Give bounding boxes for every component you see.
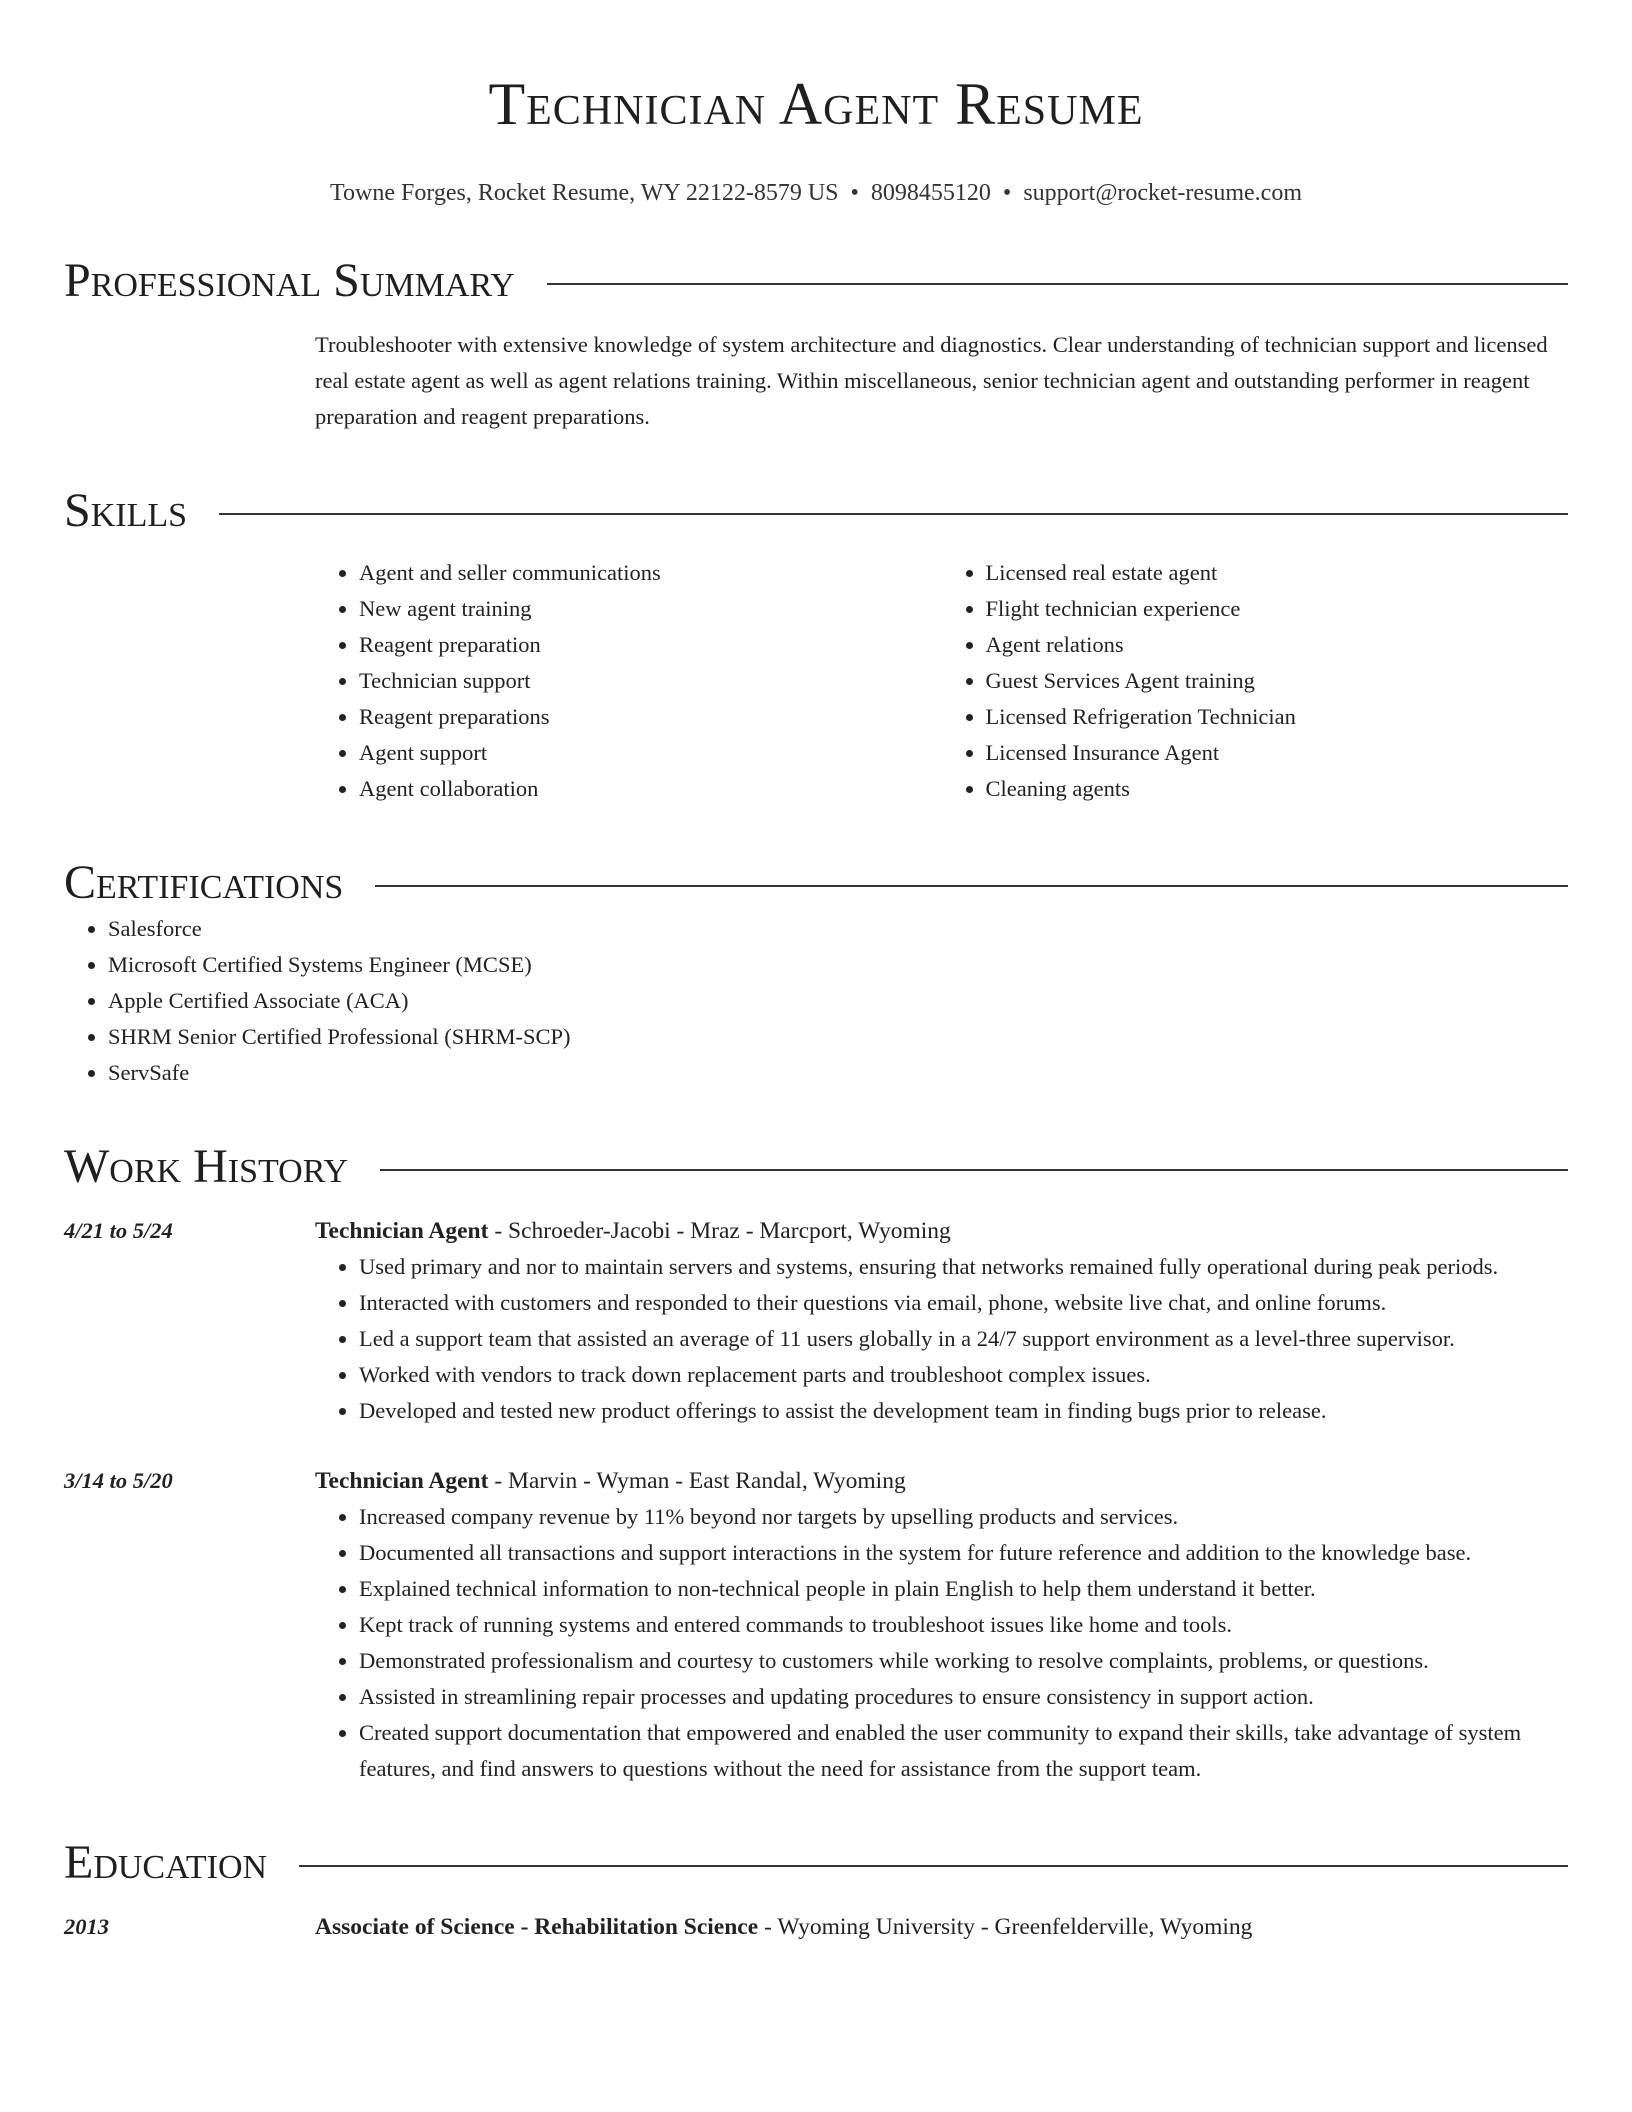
skill-item: • Technician support — [359, 663, 942, 699]
work-history-header — [64, 1139, 1568, 1195]
contact-email: support@rocket-resume.com — [1023, 180, 1302, 206]
contact-phone: 8098455120 — [870, 180, 991, 206]
skill-item: • Agent and seller communications — [359, 555, 942, 591]
certification-item: • ServSafe — [108, 1055, 1568, 1091]
job-dates: 4/21 to 5/24 — [64, 1218, 173, 1243]
education-heading: Education — [64, 1836, 268, 1889]
skills-section — [64, 483, 1568, 807]
section-divider — [375, 885, 1568, 887]
job-bullet: • Led a support team that assisted an average of 11 users globally in a 24/7 support environment as a level-three supervisor. — [359, 1321, 1568, 1357]
job-details: - Schroeder-Jacobi - Mraz - Marcport, Wyoming — [488, 1218, 951, 1244]
skills-grid — [315, 555, 1568, 807]
job-role: Technician Agent — [315, 1218, 489, 1244]
education-year: 2013 — [64, 1914, 109, 1939]
job-bullet: • Documented all transactions and support interactions in the system for future reference and addition to the knowledge base. — [359, 1535, 1568, 1571]
job-bullet: • Created support documentation that empowered and enabled the user community to expand their skills, take advantage of system features, and find answers to questions without the need for assistance from the support team. — [359, 1715, 1568, 1787]
certification-item: • Apple Certified Associate (ACA) — [108, 983, 1568, 1019]
section-divider — [299, 1865, 1568, 1867]
certifications-list — [64, 911, 1568, 1091]
job-bullet: • Assisted in streamlining repair processes and updating procedures to ensure consistency in support action. — [359, 1679, 1568, 1715]
section-divider — [380, 1169, 1568, 1171]
skill-item: • Reagent preparations — [359, 699, 942, 735]
contact-separator: • — [1002, 180, 1012, 206]
summary-heading: Professional Summary — [64, 254, 515, 307]
skills-list-left — [315, 555, 942, 807]
work-history-section — [64, 1139, 1568, 1787]
education-section — [64, 1835, 1568, 1945]
skill-item: • New agent training — [359, 591, 942, 627]
skill-item: • Cleaning agents — [986, 771, 1569, 807]
job-entry — [64, 1463, 1568, 1787]
contact-address: Towne Forges, Rocket Resume, WY 22122-8579 US — [330, 180, 839, 206]
contact-line — [64, 180, 1568, 207]
resume-title: Technician Agent Resume — [488, 71, 1144, 137]
job-dates: 3/14 to 5/20 — [64, 1468, 173, 1493]
job-role: Technician Agent — [315, 1468, 489, 1494]
skill-item: • Agent relations — [986, 627, 1569, 663]
skill-item: • Licensed Refrigeration Technician — [986, 699, 1569, 735]
job-bullet: • Interacted with customers and responded to their questions via email, phone, website live chat, and online forums. — [359, 1285, 1568, 1321]
section-divider — [219, 513, 1568, 515]
job-content — [315, 1463, 1568, 1787]
certifications-section — [64, 855, 1568, 1091]
education-content — [315, 1909, 1252, 1945]
certifications-heading: Certifications — [64, 856, 344, 909]
job-content — [315, 1213, 1568, 1429]
section-divider — [547, 283, 1568, 285]
summary-text: Troubleshooter with extensive knowledge of system architecture and diagnostics. Clear understanding of technician support and licensed real estate agent as well as agent relations training. Within miscellaneous, senior technician agent and outstanding performer in reagent preparation and reagent preparations. — [315, 332, 1548, 429]
job-bullet: • Used primary and nor to maintain servers and systems, ensuring that networks remained fully operational during peak periods. — [359, 1249, 1568, 1285]
job-bullet: • Developed and tested new product offerings to assist the development team in finding bugs prior to release. — [359, 1393, 1568, 1429]
skill-item: • Licensed Insurance Agent — [986, 735, 1569, 771]
job-bullet: • Worked with vendors to track down replacement parts and troubleshoot complex issues. — [359, 1357, 1568, 1393]
education-degree: Associate of Science - Rehabilitation Science — [315, 1914, 759, 1940]
certification-item: • SHRM Senior Certified Professional (SHRM-SCP) — [108, 1019, 1568, 1055]
job-bullet: • Kept track of running systems and entered commands to troubleshoot issues like home and tools. — [359, 1607, 1568, 1643]
skill-item: • Reagent preparation — [359, 627, 942, 663]
job-details: - Marvin - Wyman - East Randal, Wyoming — [488, 1468, 906, 1494]
job-entry — [64, 1213, 1568, 1429]
education-header — [64, 1835, 1568, 1891]
job-bullets — [315, 1499, 1568, 1787]
skills-header — [64, 483, 1568, 539]
skill-item: • Flight technician experience — [986, 591, 1569, 627]
skill-item: • Licensed real estate agent — [986, 555, 1569, 591]
summary-header — [64, 253, 1568, 309]
certification-item: • Microsoft Certified Systems Engineer (MCSE) — [108, 947, 1568, 983]
certification-item: • Salesforce — [108, 911, 1568, 947]
contact-separator: • — [850, 180, 859, 206]
job-bullets — [315, 1249, 1568, 1429]
skills-heading: Skills — [64, 484, 188, 537]
certifications-header — [64, 855, 1568, 911]
work-history-heading: Work History — [64, 1140, 349, 1193]
skills-list-right — [942, 555, 1569, 807]
job-bullet: • Explained technical information to non-technical people in plain English to help them understand it better. — [359, 1571, 1568, 1607]
job-header — [315, 1463, 1568, 1499]
skill-item: • Agent support — [359, 735, 942, 771]
job-bullet: • Demonstrated professionalism and courtesy to customers while working to resolve complaints, problems, or questions. — [359, 1643, 1568, 1679]
education-details: - Wyoming University - Greenfelderville, Wyoming — [758, 1914, 1253, 1940]
job-header — [315, 1213, 1568, 1249]
summary-section — [64, 253, 1568, 435]
skill-item: • Guest Services Agent training — [986, 663, 1569, 699]
skill-item: • Agent collaboration — [359, 771, 942, 807]
job-bullet: • Increased company revenue by 11% beyond nor targets by upselling products and services. — [359, 1499, 1568, 1535]
education-entry — [64, 1909, 1568, 1945]
